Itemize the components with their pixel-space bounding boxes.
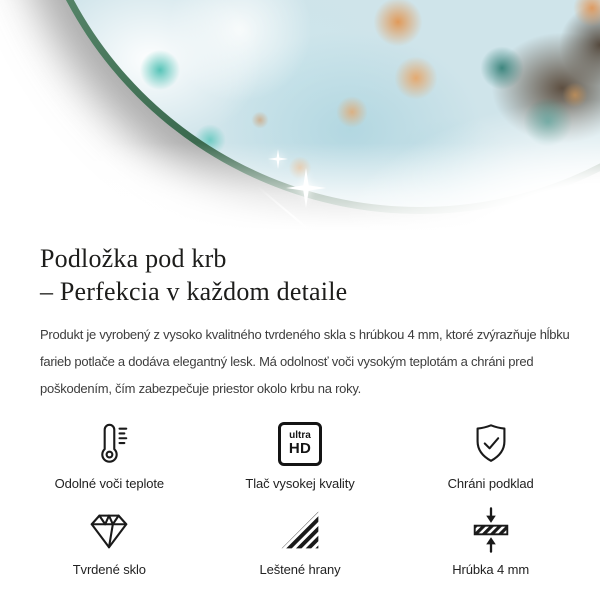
- description-line: farieb potlače a dodáva elegantný lesk. Má odolnosť voči vysokým teplotám a chráni pred: [40, 354, 534, 369]
- title-line-1: Podložka pod krb: [40, 244, 227, 273]
- feature-thickness: [395, 506, 586, 577]
- product-hero-image: [0, 0, 600, 238]
- feature-label: Chráni podklad: [447, 476, 534, 491]
- feature-print-quality: [205, 420, 396, 491]
- feature-label: Leštené hrany: [259, 562, 341, 577]
- thickness-icon: [468, 507, 514, 553]
- thermometer-icon: [86, 421, 132, 467]
- description-line: Produkt je vyrobený z vysoko kvalitného tvrdeného skla s hrúbkou 4 mm, ktoré zvýrazňuje hĺbku: [40, 327, 570, 342]
- title-line-2: – Perfekcia v každom detaile: [40, 276, 348, 306]
- glass-disc: [20, 0, 600, 214]
- feature-polished-edges: [205, 506, 396, 577]
- feature-label: Tlač vysokej kvality: [245, 476, 355, 491]
- feature-protects-floor: [395, 420, 586, 491]
- feature-label: Odolné voči teplote: [54, 476, 165, 491]
- feature-heat-resistant: [14, 420, 205, 491]
- ultra-hd-icon: ultra HD: [278, 422, 322, 466]
- diamond-icon: [86, 507, 132, 553]
- feature-tempered-glass: [14, 506, 205, 577]
- feature-label: Tvrdené sklo: [72, 562, 146, 577]
- product-description: [40, 321, 570, 402]
- page-title: [40, 243, 560, 308]
- features-grid: [0, 420, 600, 577]
- description-line: poškodením, čím zabezpečuje priestor okolo krbu na roky.: [40, 381, 362, 396]
- marble-artwork: [27, 0, 600, 207]
- feature-label: Hrúbka 4 mm: [452, 562, 530, 577]
- shield-check-icon: [468, 421, 514, 467]
- polished-edges-icon: [278, 508, 322, 552]
- product-info-section: [0, 243, 600, 402]
